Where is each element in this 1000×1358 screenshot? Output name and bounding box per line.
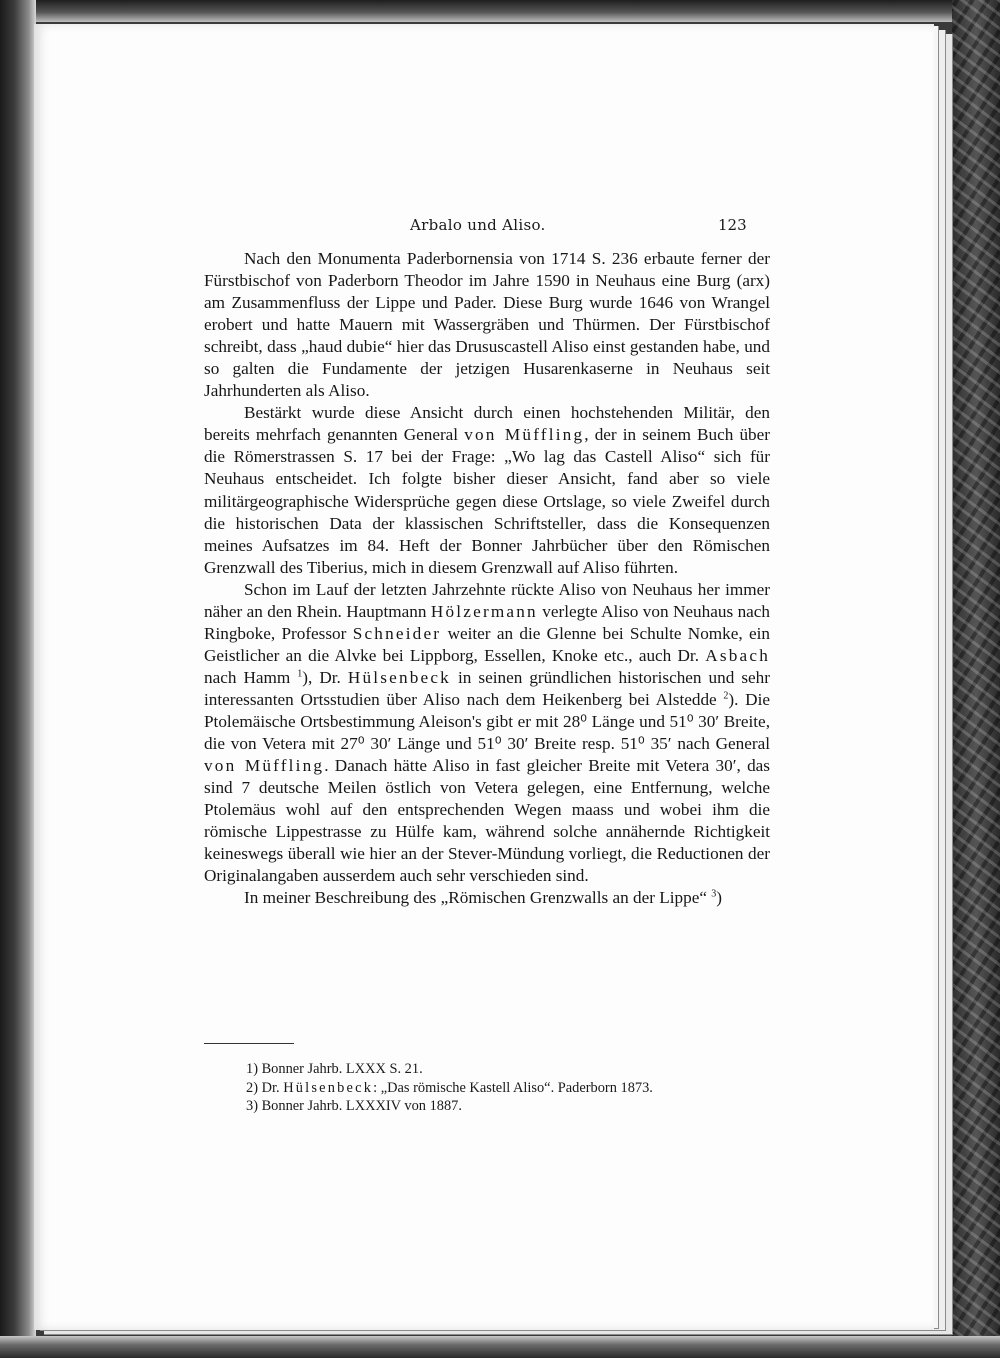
- text-run: nach Hamm: [204, 667, 291, 687]
- spaced-name: Hülsenbeck: [347, 667, 451, 687]
- spaced-name: Hülsenbeck: [283, 1079, 374, 1096]
- spaced-name: Schneider: [352, 623, 442, 643]
- paragraph-3: [204, 579, 770, 888]
- text-run: : „Das römische Kastell Aliso“. Paderborn 1873.: [373, 1079, 653, 1096]
- spaced-name: von Müffling: [204, 756, 325, 776]
- paragraph-4: [204, 887, 770, 909]
- footnote-3: 3) Bonner Jahrb. LXXXIV von 1887.: [246, 1098, 462, 1114]
- book-page: [34, 24, 934, 1330]
- running-head: [34, 214, 934, 238]
- text-run: Bestärkt wurde diese Ansicht durch einen hochstehenden Militär, den bereits mehrfach genannten General: [204, 403, 770, 445]
- paragraph-2: [204, 402, 770, 578]
- text-run: In meiner Beschreibung des „Römischen Grenzwalls an der Lippe“: [244, 888, 707, 908]
- text-run: ), Dr.: [302, 667, 341, 687]
- page-number: 123: [718, 216, 747, 234]
- footnotes: [246, 1060, 786, 1116]
- body-text: [204, 248, 770, 909]
- spaced-name: von Müffling: [464, 425, 585, 445]
- footnote-marker: 1: [297, 668, 303, 680]
- text-run: 2) Dr.: [246, 1079, 280, 1096]
- footnote-marker: 2: [723, 690, 729, 702]
- binding-shadow: [0, 0, 36, 1358]
- text-run: , der in seinem Buch über die Römerstrassen S. 17 bei der Frage: „Wo lag das Castell Aliso“ sich für Neuhaus entscheidet. Ich folgte bisher dieser Ansicht, fand aber so viele militärgeographische Widersprüche gegen diese Ortslage, so viele Zweifel durch die historischen Data der klassischen Schriftsteller, dass die Konsequenzen meines Aufsatzes im 84. Heft der Bonner Jahrbücher über den Römischen Grenzwall des Tiberius, mich in diesem Grenzwall auf Aliso führten.: [204, 425, 770, 577]
- text-run: ): [716, 888, 722, 908]
- text-run: verlegte Aliso von Neuhaus nach Ringboke, Professor: [204, 601, 771, 643]
- footnote-marker: 3: [711, 888, 717, 900]
- text-run: . Danach hätte Aliso in fast gleicher Breite mit Vetera 30′, das sind 7 deutsche Meilen östlich von Vetera gelegen, eine Entfernung, welche Ptolemäus wohl auf den entsprechenden Wegen maass und wobei ihm die römische Lippestrasse zu Hülfe kam, während solche annähernde Richtigkeit keineswegs überall wie hier an der Stever-Mündung vorliegt, die Reductionen der Originalangaben ausserdem auch sehr verschieden sind.: [204, 756, 770, 886]
- spaced-name: Hölzermann: [430, 601, 538, 621]
- text-run: Schon im Lauf der letzten Jahrzehnte rückte Aliso von Neuhaus her immer näher an den Rhein. Hauptmann: [204, 579, 770, 621]
- running-title: Arbalo und Aliso.: [410, 216, 546, 234]
- footnote-1: 1) Bonner Jahrb. LXXX S. 21.: [246, 1061, 423, 1077]
- text-run: ). Die Ptolemäische Ortsbestimmung Aleison's gibt er mit 28⁰ Länge und 51⁰ 30′ Breite, die von Vetera mit 27⁰ 30′ Länge und 51⁰ 30′ Breite resp. 51⁰ 35′ nach General: [204, 689, 770, 754]
- text-run: in seinen gründlichen historischen und sehr interessanten Ortsstudien über Aliso nach dem Heikenberg bei Alstedde: [204, 667, 770, 709]
- footnote-rule: [204, 1043, 294, 1044]
- marbled-cover-edge: [952, 0, 1000, 1358]
- paragraph-1: Nach den Monumenta Paderbornensia von 1714 S. 236 erbaute ferner der Fürstbischof von Paderborn Theodor im Jahre 1590 in Neuhaus eine Burg (arx) am Zusammenfluss der Lippe und Pader. Diese Burg wurde 1646 von Wrangel erobert und hatte Mauern mit Wassergräben und Thürmen. Der Fürstbischof schreibt, dass „haud dubie“ hier das Drususcastell Aliso einst gestanden habe, und so galten die Fundamente der jetzigen Husarenkaserne in Neuhaus seit Jahrhunderten als Aliso.: [204, 249, 770, 401]
- footnote-2: [246, 1079, 786, 1098]
- scanner-bottom-edge: [0, 1336, 1000, 1358]
- spaced-name: Asbach: [705, 645, 770, 665]
- text-run: weiter an die Glenne bei Schulte Nomke, ein Geistlicher an die Alvke bei Lippborg, Essellen, Knoke etc., auch Dr.: [204, 623, 771, 665]
- scanner-top-edge: [0, 0, 1000, 22]
